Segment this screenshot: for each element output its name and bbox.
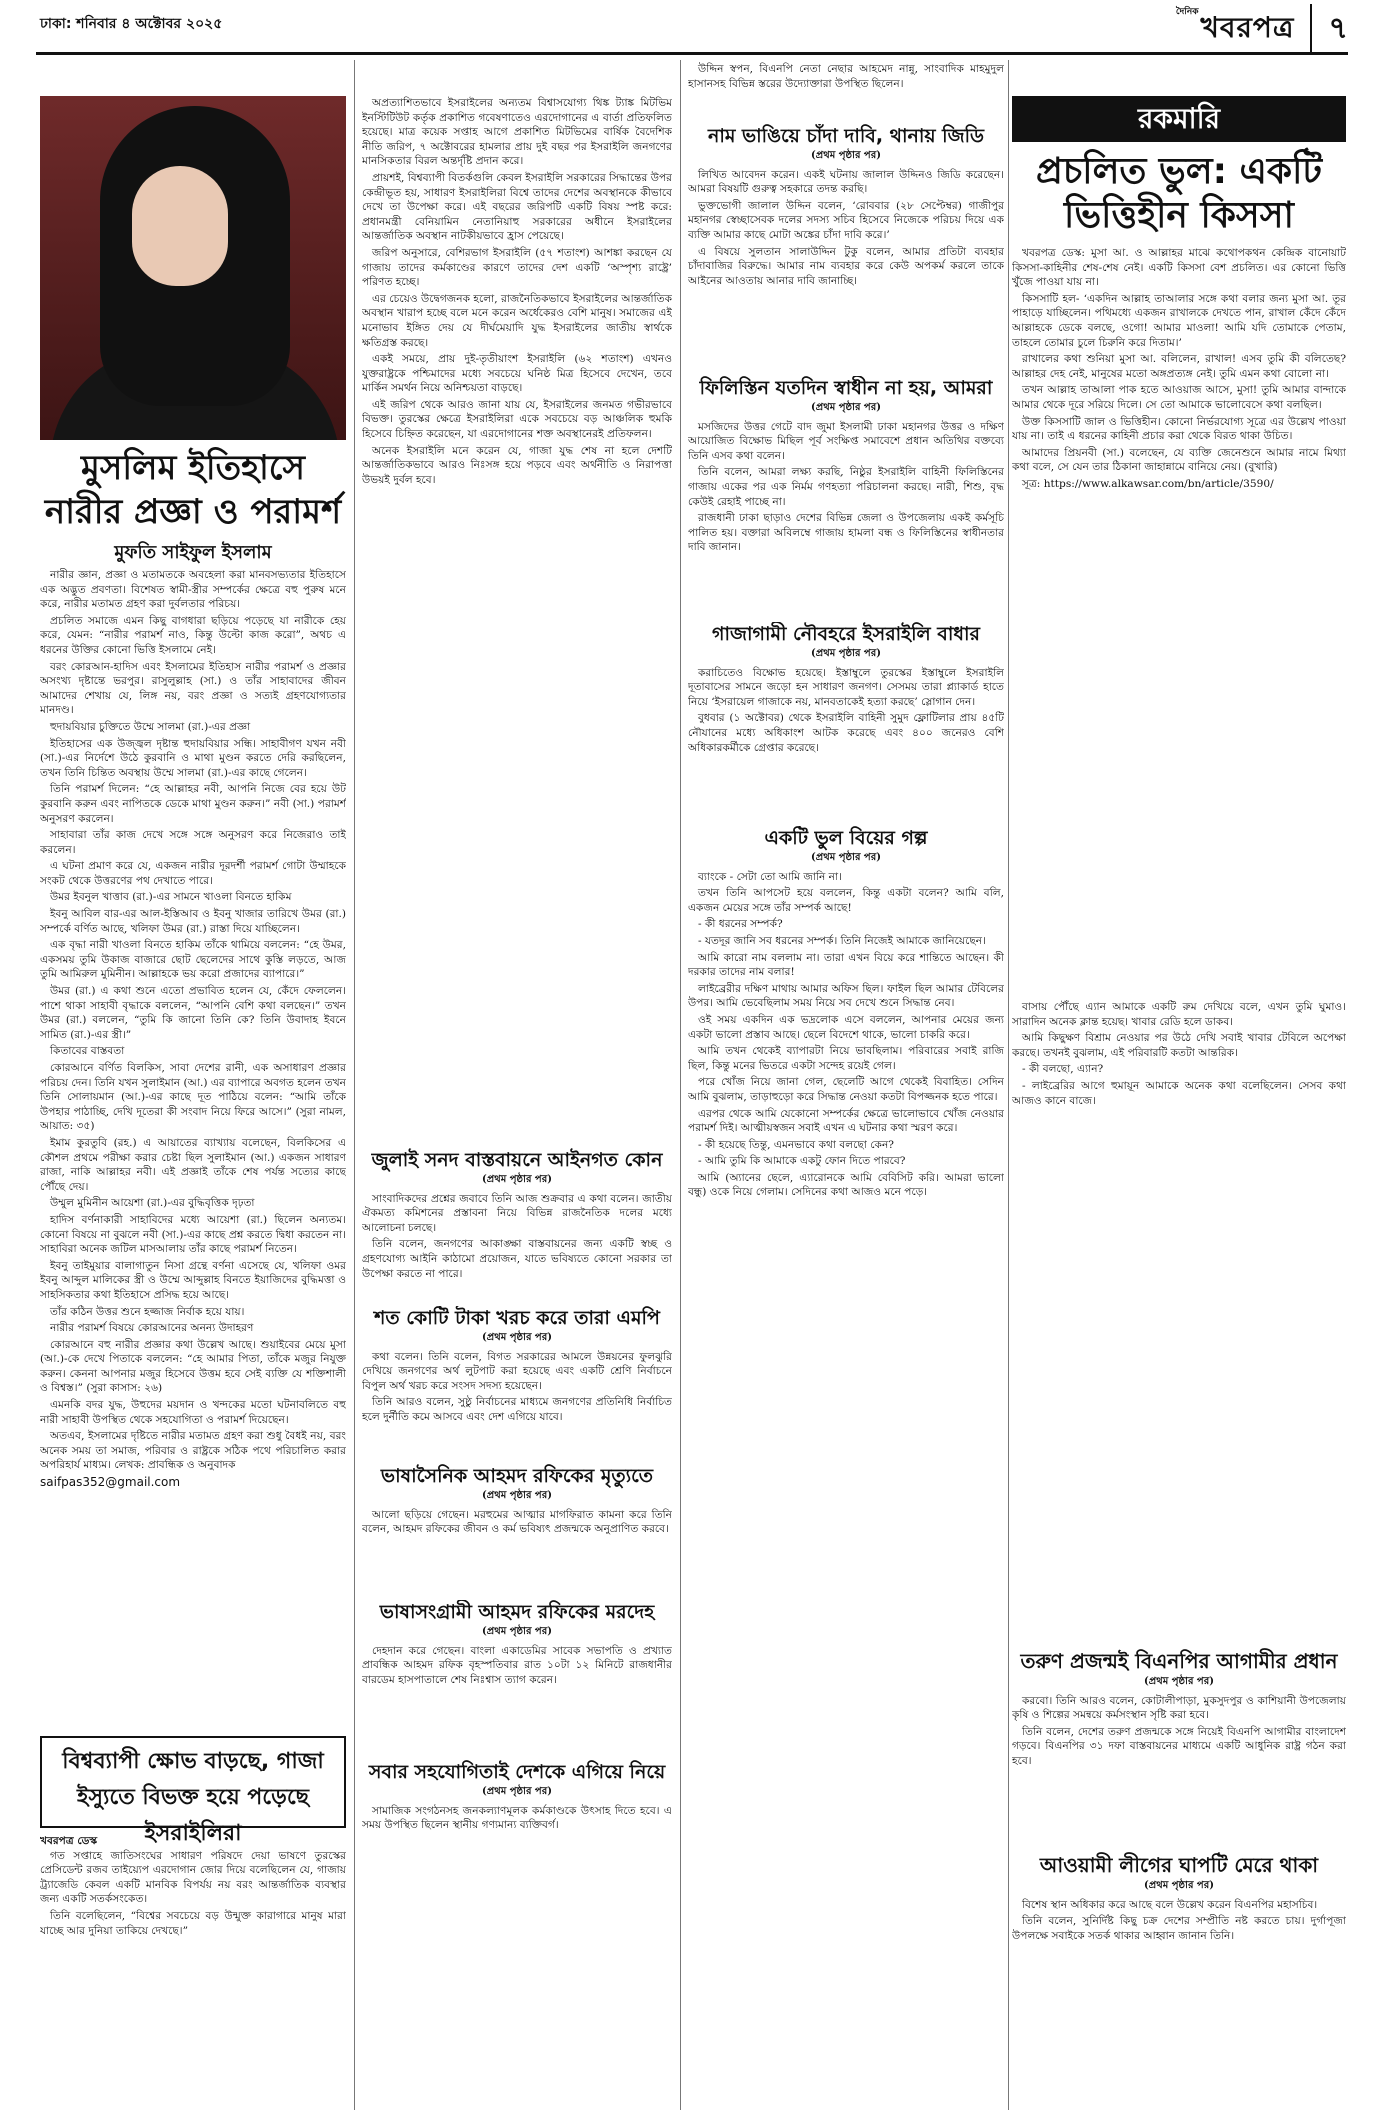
paragraph: আমি তখন থেকেই ব্যাপারটা নিয়ে ভাবছিলাম। পরিবারের সবাই রাজি ছিল, কিন্তু মনের ভিতরে একটা সন্দেহ রয়েই গেল। xyxy=(688,1045,1004,1072)
story-jul-headline: জুলাই সনদ বাস্তবায়নে আইনগত কোন xyxy=(371,1149,663,1171)
masthead xyxy=(1176,4,1348,55)
paragraph: উদ্দিন স্বপন, বিএনপি নেতা নেছার আহমেদ নান্নু, সাংবাদিক মাহমুদুল হাসানসহ বিভিন্ন স্তরের উদ্যোক্তারা উপস্থিত ছিলেন। xyxy=(688,63,1004,90)
story-shoto xyxy=(362,1306,672,1456)
boxed-story-body xyxy=(40,1834,346,2104)
date-line: ঢাকা: শনিবার ৪ অক্টোবর ২০২৫ xyxy=(40,16,223,32)
story-bhasha2-jump: (প্রথম পৃষ্ঠার পর) xyxy=(482,1626,552,1637)
paragraph: হাদিস বর্ণনাকারী সাহাবিদের মধ্যে আয়েশা (রা.) ছিলেন অন্যতম। কোনো বিষয়ে না বুঝলে নবী (সা.)-এর কাছে প্রশ্ন করতে দ্বিধা করতেন না। সাহাবিরা অনেক জটিল মাসআলায় তাঁর কাছে পরামর্শ নিতেন। xyxy=(40,1213,346,1256)
paragraph: একই সময়ে, প্রায় দুই-তৃতীয়াংশ ইসরাইলি (৬২ শতাংশ) এখনও যুক্তরাষ্ট্রকে পশ্চিমাদের মধ্যে সবচেয়ে ঘনিষ্ঠ মিত্র হিসেবে দেখেন, তবে মার্কিন সমর্থন নিয়ে অনিশ্চয়তা বাড়ছে। xyxy=(362,353,672,395)
paragraph: - কী ধরনের সম্পর্ক? xyxy=(698,918,783,931)
paragraph: সূত্র: https://www.alkawsar.com/bn/article/3590/ xyxy=(1022,477,1274,490)
story-bhasha2 xyxy=(362,1600,672,1750)
boxed-story-headline: বিশ্বব্যাপী ক্ষোভ বাড়ছে, গাজা ইস্যুতে বিভক্ত হয়ে পড়েছে ইসরাইলিরা xyxy=(40,1736,346,1828)
paragraph: করাচিতেও বিক্ষোভ হয়েছে। ইস্তাম্বুলে তুরস্কের ইস্তাম্বুলে ইসরাইলি দূতাবাসের সামনে জড়ো হন সাধারণ জনগণ। সেসময় তারা প্ল্যাকার্ড হাতে নিয়ে ‘ইসরায়েল গাজাকে নয়, মানবতাকেই হত্যা করছে’ স্লোগান দেন। xyxy=(688,666,1004,708)
paragraph: কোরআনে বহু নারীর প্রজ্ঞার কথা উল্লেখ আছে। শুয়াইবের মেয়ে মুসা (আ.)-কে দেখে পিতাকে বললেন: “হে আমার পিতা, তাঁকে মজুর নিযুক্ত করুন। কেননা আপনার মজুর হিসেবে উত্তম হবে সেই ব্যক্তি যে শক্তিশালী ও বিশ্বস্ত।” (সুরা কাসাস: ২৬) xyxy=(40,1338,346,1395)
story-phil xyxy=(688,376,1004,614)
column-divider xyxy=(680,60,681,2110)
story-phil-jump: (প্রথম পৃষ্ঠার পর) xyxy=(811,402,881,413)
story-biye-jump: (প্রথম পৃষ্ঠার পর) xyxy=(811,852,881,863)
story-torun xyxy=(1012,1648,1346,1846)
story-jul xyxy=(362,1148,672,1298)
author-photo xyxy=(40,96,346,440)
paragraph: তাঁর কঠিন উত্তর শুনে হজ্জাজ নির্বাক হয়ে যায়। xyxy=(50,1305,245,1318)
page-number: ৭ xyxy=(1310,4,1348,55)
paper-logo: খবরপত্র xyxy=(1200,11,1295,44)
paragraph: এক বৃদ্ধা নারী খাওলা বিনতে হাকিম তাঁকে থামিয়ে বললেন: “হে উমর, একসময় তুমি উকাজ বাজারে ছোট ছেলেদের সাথে কুস্তি লড়তে, আজ তুমি আমিরুল মুমিনীন। আল্লাহকে ভয় করো প্রজাদের ব্যাপারে।” xyxy=(40,939,346,981)
paragraph: রাজধানী ঢাকা ছাড়াও দেশের বিভিন্ন জেলা ও উপজেলায় একই কর্মসূচি পালিত হয়। বক্তারা অবিলম্বে গাজায় হামলা বন্ধ ও ফিলিস্তিনের স্বাধীনতার দাবি জানান। xyxy=(688,512,1004,554)
paragraph: উমর (রা.) এ কথা শুনে এতো প্রভাবিত হলেন যে, কেঁদে ফেললেন। পাশে থাকা সাহাবী বৃদ্ধাকে বললেন, “আপনি বেশি কথা বলছেন।” তখন উমর (রা.) বললেন, “তুমি কি জানো তিনি কে? তিনি উবাদাহ ইবনে সামিত (রা.)-এর স্ত্রী।” xyxy=(40,985,346,1041)
story-awami-headline: আওয়ামী লীগের ঘাপটি মেরে থাকা xyxy=(1039,1853,1319,1877)
paragraph: তিনি আরও বলেন, সুষ্ঠু নির্বাচনের মাধ্যমে জনগণের প্রতিনিধি নির্বাচিত হলে দুর্নীতি কমে আসবে এবং দেশ এগিয়ে যাবে। xyxy=(362,1396,672,1423)
story-torun-jump: (প্রথম পৃষ্ঠার পর) xyxy=(1144,1676,1214,1687)
paragraph: উমর ইবনুল খাত্তাব (রা.)-এর সামনে খাওলা বিনতে হাকিম xyxy=(50,891,292,904)
paragraph: প্রায়শই, বিশ্বব্যাপী বিতর্কগুলি কেবল ইসরাইলি সরকারের সিদ্ধান্তের উপর কেন্দ্রীভূত হয়, সাধারণ ইসরাইলিরা বিশ্বে তাদের দেশের অবস্থানকে কীভাবে দেখে তা উপেক্ষা করে। এই বছরের জরিপটি একটি বিষয় স্পষ্ট করে: প্রধানমন্ত্রী বেনিয়ামিন নেতানিয়াহু সরকারের অধীনে ইসরাইলের আন্তর্জাতিক অবস্থান নাটকীয়ভাবে হ্রাস পেয়েছে। xyxy=(362,171,672,243)
paragraph: অনেক ইসরাইলি মনে করেন যে, গাজা যুদ্ধ শেষ না হলে দেশটি আন্তর্জাতিকভাবে আরও নিঃসঙ্গ হয়ে পড়বে এবং অর্থনীতি ও নিরাপত্তা উভয়ই দুর্বল হবে। xyxy=(362,444,672,486)
story-nam-jump: (প্রথম পৃষ্ঠার পর) xyxy=(811,150,881,161)
story-awami-jump: (প্রথম পৃষ্ঠার পর) xyxy=(1144,1880,1214,1891)
paragraph: নারীর পরামর্শ বিষয়ে কোরআনের অনন্য উদাহরণ xyxy=(50,1322,254,1335)
story-nam-headline: নাম ভাঙিয়ে চাঁদা দাবি, থানায় জিডি xyxy=(707,125,985,147)
rakmari-section-band: রকমারি xyxy=(1012,96,1346,142)
paragraph: ওই সময় একদিন এক ভদ্রলোক এসে বললেন, আপনার মেয়ের জন্য একটা ভালো প্রস্তাব আছে। ছেলে বিদেশে থাকে, ভালো চাকরি করে। xyxy=(688,1013,1004,1041)
col2-body xyxy=(362,96,672,1140)
paragraph: তিনি বলেছিলেন, “বিশ্বের সবচেয়ে বড় উন্মুক্ত কারাগারে মানুষ মারা যাচ্ছে আর দুনিয়া তাকিয়ে দেখছে।” xyxy=(40,1909,346,1937)
story-shoto-jump: (প্রথম পৃষ্ঠার পর) xyxy=(482,1332,552,1343)
paragraph: এ ঘটনা প্রমাণ করে যে, একজন নারীর দূরদর্শী পরামর্শ গোটা উম্মাহকে সংকট থেকে উত্তরণের পথ দেখাতে পারে। xyxy=(40,860,346,887)
author-email: saifpas352@gmail.com xyxy=(40,1475,181,1490)
paragraph: ভুক্তভোগী জালাল উদ্দিন বলেন, ‘রোববার (২৮ সেপ্টেম্বর) গাজীপুর মহানগর স্বেচ্ছাসেবক দলের সদস্য সচিব হিসেবে নিজেকে পরিচয় দিয়ে এক ব্যক্তি আমার কাছে মোটা অঙ্কের চাঁদা দাবি করে।’ xyxy=(688,199,1004,241)
paragraph: তিনি বলেন, সুনির্দিষ্ট কিছু চক্র দেশের সম্প্রীতি নষ্ট করতে চায়। দুর্গাপূজা উপলক্ষে সবাইকে সতর্ক থাকার আহ্বান জানান তিনি। xyxy=(1012,1915,1346,1942)
story-bhasha xyxy=(362,1464,672,1592)
story-sobar xyxy=(362,1760,672,1890)
paragraph: কোরআনে বর্ণিত বিলকিস, সাবা দেশের রানী, এক অসাধারণ প্রজ্ঞার পরিচয় দেন। তিনি যখন সুলাইমান (আ.) এর ব্যাপারে অবগত হলেন তখন তিনি সোলায়মান (আ.)-এর কাছে দূত পাঠিয়ে বলেন: “আমি তাঁকে উপহার পাঠাচ্ছি, দেখি দূতেরা কী সংবাদ নিয়ে ফিরে আসে।” (সুরা নামল, আয়াত: ৩৫) xyxy=(40,1062,346,1133)
paragraph: তিনি পরামর্শ দিলেন: “হে আল্লাহর নবী, আপনি নিজে বের হয়ে উট কুরবানি করুন এবং নাপিতকে ডেকে মাথা মুণ্ডন করুন।” নবী (সা.) পরামর্শ অনুসরণ করলেন। xyxy=(40,783,346,825)
col1-author: মুফতি সাইফুল ইসলাম xyxy=(114,542,272,563)
paragraph: আমি কিছুক্ষণ বিশ্রাম নেওয়ার পর উঠে দেখি সবাই খাবার টেবিলে অপেক্ষা করছে। তখনই বুঝলাম, এই পরিবারটি কতটা আন্তরিক। xyxy=(1012,1032,1346,1059)
paragraph: বুধবার (১ অক্টোবর) থেকে ইসরাইলি বাহিনী সুমুদ ফ্লোটিলার প্রায় ৪৫টি নৌযানের মধ্যে অধিকাংশ আটক করেছে এবং ৪০০ জনেরও বেশি অধিকারকর্মীকে গ্রেপ্তার করেছে। xyxy=(688,712,1004,754)
paragraph: কিসসাটি হল- ‘একদিন আল্লাহ তাআলার সঙ্গে কথা বলার জন্য মুসা আ. তূর পাহাড়ে যাচ্ছিলেন। পথিমধ্যে একজন রাখালকে দেখতে পান, রাখাল কেঁদে কেঁদে আল্লাহকে ডেকে বলছে, ওগো! আমার মাওলা! আমি যদি তোমাকে পেতাম, তাহলে তোমার চুলে চিরুনি করে দিতাম।’ xyxy=(1012,292,1346,349)
story-biye xyxy=(688,826,1004,2106)
paragraph: ইতিহাসের এক উজ্জ্বল দৃষ্টান্ত হুদায়বিয়ার সন্ধি। সাহাবীগণ যখন নবী (সা.)-এর নির্দেশে উঠে কুরবানি ও মাথা মুণ্ডন করতে দেরি করছিলেন, তখন তিনি চিন্তিত অবস্থায় উম্মে সালমা (রা.)-এর কাছে গেলেন। xyxy=(40,737,346,779)
story-biye-headline: একটি ভুল বিয়ের গল্প xyxy=(764,827,928,849)
story-sobar-jump: (প্রথম পৃষ্ঠার পর) xyxy=(482,1786,552,1797)
paragraph: ইবনু তাইমুয়ার বালাগাতুন নিসা গ্রন্থে বর্ণনা এসেছে যে, খলিফা ওমর ইবনু আব্দুল মালিকের স্ত্রী ও উম্মে আব্দুল্লাহ বিনতে ইয়াজিদের বুদ্ধিমত্তা ও সাহসিকতার কথা ইতিহাসে প্রসিদ্ধ হয়ে আছে। xyxy=(40,1259,346,1301)
paragraph: - কী বলছো, এ্যান? xyxy=(1022,1063,1104,1076)
story-bhasha-jump: (প্রথম পৃষ্ঠার পর) xyxy=(482,1490,552,1501)
paragraph: তিনি বলেন, আমরা লক্ষ্য করছি, নিষ্ঠুর ইসরাইলি বাহিনী ফিলিস্তিনের গাজায় একের পর এক নির্মম গণহত্যা পরিচালনা করছে। নারী, শিশু, বৃদ্ধ কেউই রেহাই পাচ্ছে না। xyxy=(688,466,1004,508)
paragraph: - লাইব্রেরির আগে হুমায়ূন আমাকে অনেক কথা বলেছিলেন। সেসব কথা আজও কানে বাজে। xyxy=(1012,1079,1346,1107)
paragraph: জরিপ অনুসারে, বেশিরভাগ ইসরাইলি (৫৭ শতাংশ) আশঙ্কা করছেন যে গাজায় তাদের কর্মকাণ্ডের কারণে তাদের দেশ একটি ‘অস্পৃশ্য রাষ্ট্রে’ পরিণত হচ্ছে। xyxy=(362,246,672,289)
paragraph: প্রচলিত সমাজে এমন কিছু বাগধারা ছড়িয়ে পড়েছে যা নারীকে হেয় করে, যেমন: “নারীর পরামর্শ নাও, কিন্তু উল্টো কাজ করো”, অথচ এ ধরনের উক্তির কোনো ভিত্তি ইসলামে নেই। xyxy=(40,614,346,656)
paragraph: অপ্রত্যাশিতভাবে ইসরাইলের অন্যতম বিশ্বাসযোগ্য থিঙ্ক ট্যাঙ্ক মিটভিম ইনস্টিটিউট কর্তৃক প্রকাশিত গবেষণাতেও এরদোগানের এ বার্তা প্রতিফলিত হয়েছে। মাত্র কয়েক সপ্তাহ আগে প্রকাশিত মিটভিমের বার্ষিক বৈদেশিক নীতি জরিপ, ৭ অক্টোবরের হামলার প্রায় দুই বছর পর ইসরাইলি জনগণের মানসিকতার বিরল অন্তর্দৃষ্টি প্রদান করে। xyxy=(362,97,672,168)
story-torun-headline: তরুণ প্রজন্মই বিএনপির আগামীর প্রধান xyxy=(1020,1649,1338,1673)
story-gaza-jump: (প্রথম পৃষ্ঠার পর) xyxy=(811,648,881,659)
paragraph: ইমাম কুরতুবি (রহ.) এ আয়াতের ব্যাখ্যায় বলেছেন, বিলকিসের এ কৌশল প্রথমে পরীক্ষা করার চেষ্টা ছিল সুলাইমান (আ.) একজন সাধারণ রাজা, নাকি আল্লাহর নবী। এই প্রজ্ঞাই তাঁকে শেষ পর্যন্ত সত্যের কাছে পৌঁছে দেয়। xyxy=(40,1136,346,1193)
paragraph: বাসায় পৌঁছে এ্যান আমাকে একটি রুম দেখিয়ে বলে, এখন তুমি ঘুমাও। সারাদিন অনেক ক্লান্ত হয়েছ। খাবার রেডি হলে ডাকব। xyxy=(1012,1001,1346,1028)
paragraph: আমাদের প্রিয়নবী (সা.) বলেছেন, যে ব্যক্তি জেনেশুনে আমার নামে মিথ্যা কথা বলে, সে যেন তার ঠিকানা জাহান্নামে বানিয়ে নেয়। (বুখারি) xyxy=(1012,446,1346,474)
story-gaza-headline: গাজাগামী নৌবহরে ইসরাইলি বাধার xyxy=(712,623,980,645)
rakmari-headline: প্রচলিত ভুল: একটি ভিত্তিহীন কিসসা xyxy=(1035,151,1323,236)
paragraph: অতএব, ইসলামের দৃষ্টিতে নারীর মতামত গ্রহণ করা শুধু বৈধই নয়, বরং অনেক সময় তা সমাজ, পরিবার ও রাষ্ট্রকে সঠিক পথে পরিচালিত করার অপরিহার্য মাধ্যম। লেখক: প্রাবন্ধিক ও অনুবাদক xyxy=(40,1430,346,1472)
paragraph: উক্ত কিসসাটি জাল ও ভিত্তিহীন। কোনো নির্ভরযোগ্য সূত্রে এর উল্লেখ পাওয়া যায় না। তাই এ ধরনের কাহিনী প্রচার করা থেকে বিরত থাকা উচিত। xyxy=(1012,415,1346,443)
story-bichana xyxy=(1012,1000,1346,1640)
col1-body xyxy=(40,568,346,1706)
story-shoto-headline: শত কোটি টাকা খরচ করে তারা এমপি xyxy=(374,1307,660,1329)
story-bhasha-headline: ভাষাসৈনিক আহমদ রফিকের মৃত্যুতে xyxy=(380,1465,654,1487)
paragraph: এই জরিপ থেকে আরও জানা যায় যে, ইসরাইলের জনমত গভীরভাবে বিভক্ত। তুরস্কের ক্ষেত্রে ইসরাইলিরা একে সবচেয়ে বড় আঞ্চলিক হুমকি হিসেবে চিহ্নিত করেছেন, যা এরদোগানের শক্ত অবস্থানেরই প্রতিফলন। xyxy=(362,398,672,441)
boxed-story-byline: খবরপত্র ডেস্ক xyxy=(40,1835,98,1847)
header-rule xyxy=(36,52,1348,55)
paper-small-label: দৈনিক xyxy=(1175,7,1199,17)
paragraph: নারীর জ্ঞান, প্রজ্ঞা ও মতামতকে অবহেলা করা মানবসভ্যতার ইতিহাসে এক অদ্ভুত প্রবণতা। বিশেষত স্বামী-স্ত্রীর সম্পর্কের ক্ষেত্রে বহু পুরুষ মনে করে, নারীর মতামত গ্রহণ করা দুর্বলতার পরিচয়। xyxy=(40,569,346,611)
paragraph: এ বিষয়ে সুলতান সালাউদ্দিন টুকু বলেন, আমার প্রতিটা ব্যবহার চাঁদাবাজির বিরুদ্ধে। আমার নাম ব্যবহার করে কেউ অপকর্ম করলে তাকে আইনের আওতায় আনার দাবি জানাচ্ছি। xyxy=(688,245,1004,287)
column-divider xyxy=(354,60,355,2110)
paragraph: - যতদূর জানি সব ধরনের সম্পর্ক। তিনি নিজেই আমাকে জানিয়েছেন। xyxy=(698,934,986,947)
paragraph: কিতাবের বাস্তবতা xyxy=(50,1045,125,1058)
paragraph: খবরপত্র ডেস্ক: মুসা আ. ও আল্লাহর মাঝে কথোপকথন কেন্দ্রিক বানোয়াট কিসসা-কাহিনীর শেষ-শেষ নেই। একটি কিসসা বেশ প্রচলিত। এর কোনো ভিত্তি খুঁজে পাওয়া যায় না। xyxy=(1012,247,1346,289)
paragraph: বরং কোরআন-হাদিস এবং ইসলামের ইতিহাস নারীর পরামর্শ ও প্রজ্ঞার অসংখ্য দৃষ্টান্তে ভরপুর। রাসুলুল্লাহ (সা.) ও তাঁর সাহাবাদের জীবন আমাদের শেখায় যে, লিঙ্গ নয়, বরং প্রজ্ঞা ও সত্যই গ্রহণযোগ্যতার মানদণ্ড। xyxy=(40,660,346,717)
paragraph: তিনি বলেন, দেশের তরুণ প্রজন্মকে সঙ্গে নিয়েই বিএনপি আগামীর বাংলাদেশ গড়বে। বিএনপির ৩১ দফা বাস্তবায়নের মাধ্যমে একটি আধুনিক রাষ্ট্র গঠন করা হবে। xyxy=(1012,1725,1346,1767)
paragraph: সাংবাদিকদের প্রশ্নের জবাবে তিনি আজ শুক্রবার এ কথা বলেন। জাতীয় ঐকমত্য কমিশনের প্রস্তাবনা নিয়ে বিভিন্ন রাজনৈতিক দলের মধ্যে আলোচনা চলছে। xyxy=(362,1192,672,1234)
paragraph: এমনকি বদর যুদ্ধ, উহুদের ময়দান ও খন্দকের মতো ঘটনাবলিতে বহু নারী সাহাবী উপস্থিত থেকে সহযোগিতা ও পরামর্শ দিয়েছেন। xyxy=(40,1399,346,1426)
paragraph: আলো ছড়িয়ে গেছেন। মরহুমের আত্মার মাগফিরাত কামনা করে তিনি বলেন, আহমদ রফিকের জীবন ও কর্ম ভবিষ্যৎ প্রজন্মকে অনুপ্রাণিত করবে। xyxy=(362,1508,672,1536)
paragraph: লাইব্রেরীর দক্ষিণ মাথায় আমার অফিস ছিল। ফাইল ছিল আমার টেবিলের উপর। আমি ভেবেছিলাম সময় নিয়ে সব দেখে শুনে সিদ্ধান্ত নেব। xyxy=(688,982,1004,1010)
paragraph: তখন তিনি আপসেট হয়ে বললেন, কিন্তু একটা বলেন? আমি বলি, একজন মেয়ের সঙ্গে তাঁর সম্পর্ক আছে! xyxy=(688,887,1004,914)
paragraph: সামাজিক সংগঠনসহ জনকল্যাণমূলক কর্মকাণ্ডকে উৎসাহ দিতে হবে। এ সময় উপস্থিত ছিলেন স্থানীয় গণ্যমান্য ব্যক্তিবর্গ। xyxy=(362,1804,672,1832)
paragraph: আমি কারো নাম বললাম না। তারা এখন বিয়ে করে শান্তিতে আছেন। কী দরকার তাদের নাম বলার! xyxy=(688,951,1004,979)
story-awami xyxy=(1012,1852,1346,2108)
col1-headline: মুসলিম ইতিহাসে নারীর প্রজ্ঞা ও পরামর্শ xyxy=(44,448,342,532)
paragraph: ইবনু আবিল বার-এর আল-ইস্তিআব ও ইবনু খাজার তারিখে উমর (রা.) সম্পর্কে বর্ণিত আছে, খলিফা উমর (রা.) রাস্তা দিয়ে যাচ্ছিলেন। xyxy=(40,908,346,935)
paragraph: এর চেয়েও উদ্বেগজনক হলো, রাজনৈতিকভাবে ইসরাইলের আন্তর্জাতিক অবস্থান খারাপ হচ্ছে বলে মনে করেন অর্ধেকেরও বেশি মানুষ। সমাজের এই মনোভাব ইঙ্গিত দেয় যে দীর্ঘমেয়াদি যুদ্ধ ইসরাইলের জাতীয় স্বার্থকে ক্ষতিগ্রস্ত করছে। xyxy=(362,292,672,349)
paragraph: গত সপ্তাহে জাতিসংঘের সাধারণ পরিষদে দেয়া ভাষণে তুরস্কের প্রেসিডেন্ট রজব তাইয়্যেপ এরদোগান জোর দিয়ে বলেছিলেন যে, গাজায় ট্র্যাজেডি কেবল একটি মানবিক বিপর্যয় নয় বরং আন্তর্জাতিক ব্যবস্থার জন্য একটি সতর্কসংকেত। xyxy=(40,1849,346,1906)
paragraph: করবো। তিনি আরও বলেন, কোটালীপাড়া, মুকসুদপুর ও কাশিয়ানী উপজেলায় কৃষি ও শিল্পের সমন্বয়ে কর্মসংস্থান সৃষ্টি করা হবে। xyxy=(1012,1694,1346,1722)
paragraph: - কী হয়েছে তিন্তু, এমনভাবে কথা বলছো কেন? xyxy=(698,1138,894,1151)
story-gaza xyxy=(688,622,1004,818)
paragraph: দেহদান করে গেছেন। বাংলা একাডেমির সাবেক সভাপতি ও প্রখ্যাত প্রাবন্ধিক আহমদ রফিক বৃহস্পতিবার রাত ১০টা ১২ মিনিটে রাজধানীর বারডেম হাসপাতালে শেষ নিঃশ্বাস ত্যাগ করেন। xyxy=(362,1644,672,1686)
paragraph: লিখিত আবেদন করেন। একই ঘটনায় জালাল উদ্দিনও জিডি করেছেন। আমরা বিষয়টি গুরুত্ব সহকারে তদন্ত করছি। xyxy=(688,168,1004,196)
paragraph: বিশেষ স্থান অধিকার করে আছে বলে উল্লেখ করেন বিএনপির মহাসচিব। xyxy=(1022,1898,1318,1911)
col3-lead xyxy=(688,62,1004,120)
rakmari-body xyxy=(1012,246,1346,994)
paragraph: পরে খোঁজ নিয়ে জানা গেল, ছেলেটি আগে থেকেই বিবাহিত। সেদিন আমি বুঝলাম, তাড়াহুড়ো করে সিদ্ধান্ত নেওয়া কতটা বিপজ্জনক হতে পারে। xyxy=(688,1076,1004,1103)
story-phil-headline: ফিলিস্তিন যতদিন স্বাধীন না হয়, আমরা xyxy=(699,377,993,399)
story-bhasha2-headline: ভাষাসংগ্রামী আহমদ রফিকের মরদেহ xyxy=(379,1601,655,1623)
paragraph: এরপর থেকে আমি যেকোনো সম্পর্কের ক্ষেত্রে ভালোভাবে খোঁজ নেওয়ার পরামর্শ দিই। আত্মীয়স্বজন সবাই এখন এ ঘটনার কথা স্মরণ করে। xyxy=(688,1107,1004,1135)
paragraph: হুদায়বিয়ার চুক্তিতে উম্মে সালমা (রা.)-এর প্রজ্ঞা xyxy=(50,720,251,733)
paragraph: তখন আল্লাহ তাআলা পাক হতে আওয়াজ আসে, মুসা! তুমি আমার বান্দাকে আমার থেকে দূরে সরিয়ে দিলে। সে তো আমাকে ভালোবেসে কথা বলছিল। xyxy=(1012,384,1346,411)
story-nam xyxy=(688,124,1004,368)
story-jul-jump: (প্রথম পৃষ্ঠার পর) xyxy=(482,1174,552,1185)
paragraph: রাখালের কথা শুনিয়া মুসা আ. বলিলেন, রাখাল! এসব তুমি কী বলিতেছ? আল্লাহর দেহ নেই, মানুষের মতো অঙ্গপ্রত্যঙ্গ নেই। তুমি এমন কথা বোলো না। xyxy=(1012,353,1346,380)
paragraph: উম্মুল মুমিনীন আয়েশা (রা.)-এর বুদ্ধিবৃত্তিক দৃঢ়তা xyxy=(50,1197,255,1210)
paragraph: - আমি তুমি কি আমাকে একটু ফোন দিতে পারবে? xyxy=(698,1155,906,1168)
paragraph: মসজিদের উত্তর গেটে বাদ জুমা ইসলামী ঢাকা মহানগর উত্তর ও দক্ষিণ আয়োজিত বিক্ষোভ মিছিল পূর্ব সংক্ষিপ্ত সমাবেশে প্রধান অতিথির বক্তব্যে তিনি এসব কথা বলেন। xyxy=(688,420,1004,462)
story-sobar-headline: সবার সহযোগিতাই দেশকে এগিয়ে নিয়ে xyxy=(368,1761,666,1783)
paragraph: আমি (অ্যানের ছেলে, এ্যারোনকে আমি বেবিসিট করি। আমরা ভালো বন্ধু) ওকে নিয়ে গেলাম। সেদিনের কথা আজও মনে পড়ে। xyxy=(688,1171,1004,1199)
column-divider xyxy=(1008,60,1009,2110)
paragraph: ব্যাংকে - সেটা তো আমি জানি না। xyxy=(698,870,842,883)
paragraph: তিনি বলেন, জনগণের আকাঙ্ক্ষা বাস্তবায়নের জন্য একটি স্বচ্ছ ও গ্রহণযোগ্য আইনি কাঠামো প্রয়োজন, যাতে ভবিষ্যতে কোনো সরকার তা উপেক্ষা করতে না পারে। xyxy=(362,1238,672,1280)
paragraph: সাহাবারা তাঁর কাজ দেখে সঙ্গে সঙ্গে অনুসরণ করে নিজেরাও তাই করলেন। xyxy=(40,829,346,856)
paragraph: কথা বলেন। তিনি বলেন, বিগত সরকারের আমলে উন্নয়নের ফুলঝুরি দেখিয়ে জনগণের অর্থ লুটপাট করা হয়েছে এবং একটি শ্রেণি নির্বাচনে বিপুল অর্থ খরচ করে সংসদ সদস্য হয়েছেন। xyxy=(362,1350,672,1392)
